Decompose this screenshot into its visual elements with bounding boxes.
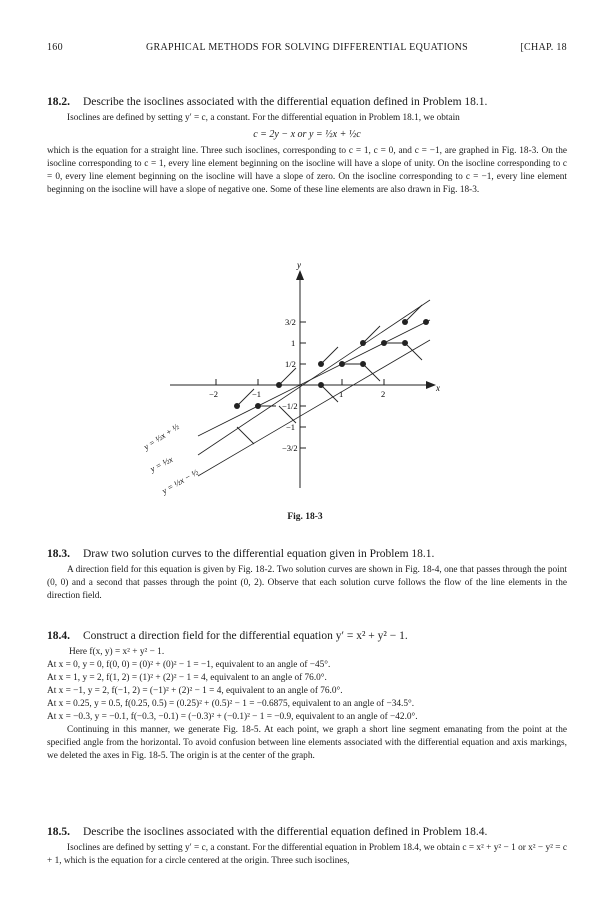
y-tick-label: 1: [291, 338, 296, 348]
paragraph: Continuing in this manner, we generate Fig. 18-5. At each point, we graph a short line segment emanating from the point at the specified angle from the horizontal. To avoid confusion between line elements associated with the differential equation and axis markings, we deleted the axes in Fig. 18-5. The origin is at the center of the graph.: [47, 725, 567, 761]
problem-title: Construct a direction field for the differential equation y′ = x² + y² − 1.: [83, 630, 408, 642]
line-elements-c-minus-1: [237, 343, 422, 444]
y-axis-arrow: [296, 270, 304, 280]
problem-number: 18.2.: [47, 96, 70, 108]
y-tick-label: 1/2: [285, 359, 296, 369]
section-18-5: [47, 826, 567, 868]
problem-heading: [47, 548, 567, 560]
problem-heading: [47, 630, 567, 642]
x-axis-label: x: [436, 383, 440, 393]
isocline-equation: c = 2y − x or y = ½x + ½c: [253, 129, 361, 140]
page-header: [47, 42, 567, 56]
figure-18-3: [130, 258, 460, 498]
computation-line: At x = 1, y = 2, f(1, 2) = (1)² + (2)² − 1 = 4, equivalent to an angle of 76.0°.: [47, 673, 327, 683]
y-tick-label: −1/2: [282, 401, 298, 411]
line-label-c-minus-1: y = ½x − ½: [160, 466, 200, 496]
x-tick-label: 2: [381, 389, 386, 399]
paragraph: Isoclines are defined by setting y′ = c, a constant. For the differential equation in Problem 18.1, we obtain: [67, 113, 460, 123]
y-axis-label: y: [297, 260, 301, 270]
page-number: 160: [47, 42, 63, 53]
isocline-c-minus-1: [198, 340, 430, 476]
computation-line: At x = 0.25, y = 0.5, f(0.25, 0.5) = (0.25)² + (0.5)² − 1 = −0.6875, equivalent to an angle of −34.5°.: [47, 699, 415, 709]
y-tick-label: −3/2: [282, 443, 298, 453]
isocline-c-plus-1: [198, 300, 430, 455]
line-elements-c-plus-1: [237, 305, 422, 406]
paragraph: A direction field for this equation is given by Fig. 18-2. Two solution curves are shown in Fig. 18-4, one that passes through the point (0, 0) and a second that passes through the point (0, 2). Observe that each solution curve follows the flow of the line elements in the direction field.: [47, 565, 567, 601]
computation-line: At x = −1, y = 2, f(−1, 2) = (−1)² + (2)² − 1 = 4, equivalent to an angle of 76.0°.: [47, 686, 343, 696]
x-axis-arrow: [426, 381, 436, 389]
y-tick-label: 3/2: [285, 317, 296, 327]
section-18-4: [47, 630, 567, 763]
running-title: GRAPHICAL METHODS FOR SOLVING DIFFERENTIAL EQUATIONS: [145, 42, 468, 53]
x-tick-label: −1: [252, 389, 262, 399]
paragraph: Isoclines are defined by setting y′ = c, a constant. For the differential equation in Problem 18.4, we obtain c = x² + y² − 1 or x² − y² = c + 1, which is the equation for a circle centered at the origin. Three such isoclines,: [47, 843, 567, 866]
figure-caption: Fig. 18-3: [287, 512, 323, 522]
problem-number: 18.3.: [47, 548, 70, 560]
computation-line: At x = −0.3, y = −0.1, f(−0.3, −0.1) = (−0.3)² + (−0.1)² − 1 = −0.9, equivalent to an angle of −42.0°.: [47, 712, 418, 722]
paragraph: which is the equation for a straight line. Three such isoclines, corresponding to c = 1, c = 0, and c = −1, are graphed in Fig. 18-3. On the isocline corresponding to c = 1, every line element beginning on the isocline will have a slope of unity. On the isocline corresponding to c = 0, every line element beginning on the isocline will have a slope of zero. On the isocline corresponding to c = −1, every line element beginning on the isocline will have a slope of negative one. Some of these line elements are also drawn in Fig. 18-3.: [47, 146, 567, 195]
line-label-c-0: y = ½x: [148, 454, 175, 474]
chapter-label: [CHAP. 18: [520, 42, 567, 53]
problem-heading: [47, 826, 567, 838]
computation-line: Here f(x, y) = x² + y² − 1.: [69, 647, 165, 657]
problem-title: Describe the isoclines associated with the differential equation defined in Problem 18.4.: [83, 826, 488, 838]
problem-title: Draw two solution curves to the differential equation given in Problem 18.1.: [83, 548, 435, 560]
problem-heading: [47, 96, 567, 108]
line-label-c-plus-1: y = ½x + ½: [141, 421, 181, 452]
isocline-c-0: [198, 320, 430, 436]
y-tick-label: −1: [286, 422, 296, 432]
x-tick-label: −2: [209, 389, 219, 399]
section-18-3: [47, 548, 567, 603]
section-18-2: [47, 96, 567, 197]
problem-title: Describe the isoclines associated with the differential equation defined in Problem 18.1.: [83, 96, 488, 108]
x-tick-label: 1: [339, 389, 344, 399]
problem-number: 18.4.: [47, 630, 70, 642]
computation-line: At x = 0, y = 0, f(0, 0) = (0)² + (0)² − 1 = −1, equivalent to an angle of −45°.: [47, 660, 331, 670]
points-c-minus-1: [318, 340, 408, 388]
problem-number: 18.5.: [47, 826, 70, 838]
